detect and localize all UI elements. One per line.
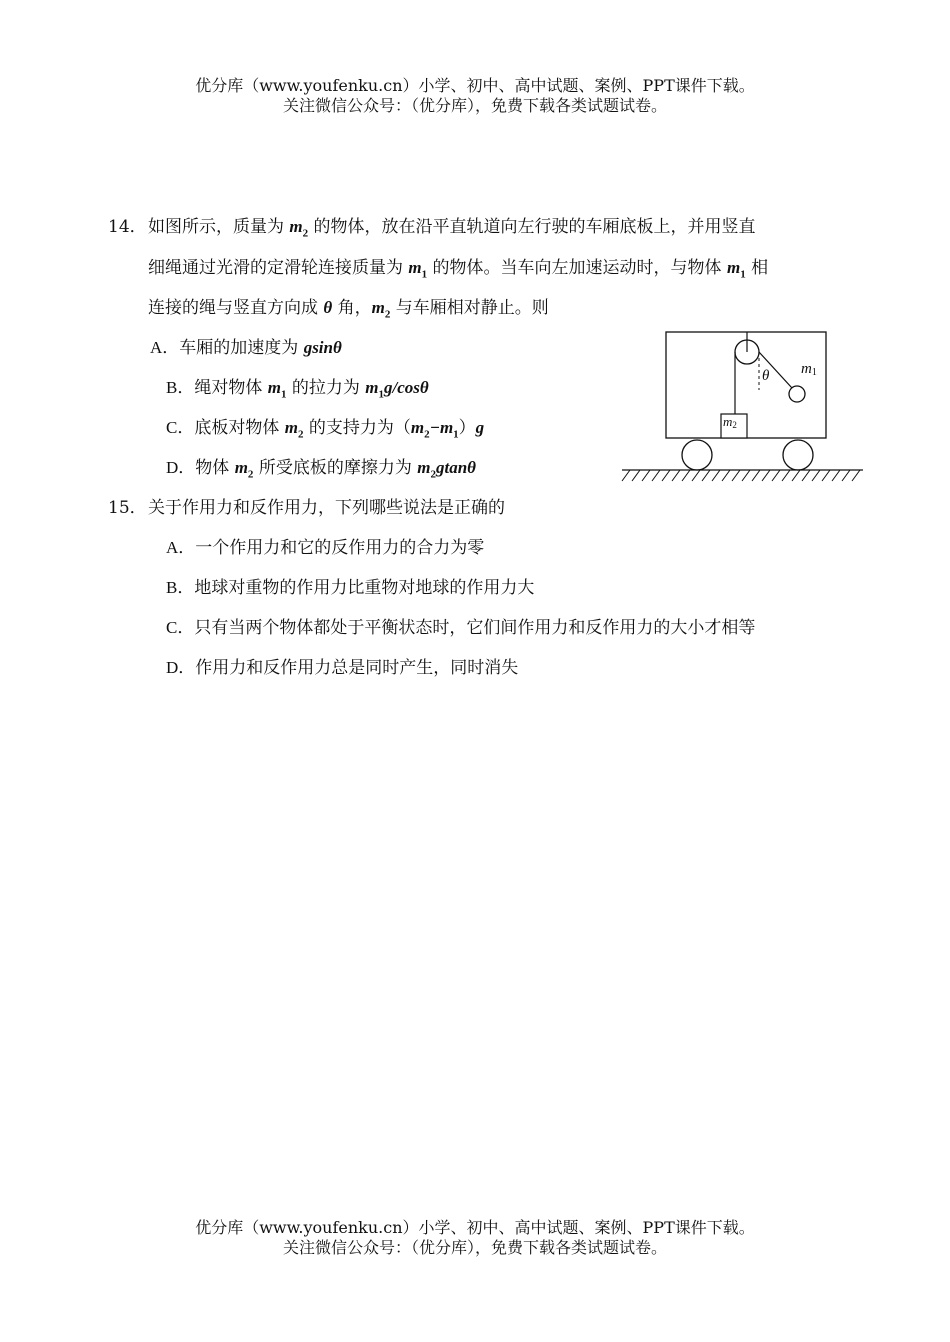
right-wheel xyxy=(783,440,813,470)
question-15-number: 15． xyxy=(108,498,147,518)
rail-car-diagram xyxy=(620,328,865,490)
header-banner xyxy=(0,76,950,116)
footer-banner xyxy=(0,1218,950,1258)
question-14-option-c: C．底板对物体 $m_2$ 的支持力为$(m_2-m_1)g$ xyxy=(166,418,485,441)
banner-line-1: 优分库（www.youfenku.cn）小学、初中、高中试题、案例、PPT课件下载。 xyxy=(195,76,755,95)
question-15-option-b: B．地球对重物的作用力比重物对地球的作用力大 xyxy=(166,578,535,598)
question-14-option-a: A．车厢的加速度为 gsinθ xyxy=(150,338,342,358)
question-15-stem: 关于作用力和反作用力，下列哪些说法是正确的 xyxy=(148,498,505,518)
question-14-line-3: 连接的绳与竖直方向成 θ 角，$m_2$ 与车厢相对静止。则 xyxy=(148,298,549,321)
question-14-number: 14． xyxy=(108,217,147,237)
question-15-option-d: D．作用力和反作用力总是同时产生，同时消失 xyxy=(166,658,519,678)
question-15-option-a: A．一个作用力和它的反作用力的合力为零 xyxy=(166,538,485,558)
mass-m1 xyxy=(789,386,805,402)
ground-hatching xyxy=(622,470,860,481)
theta-label: θ xyxy=(762,368,770,384)
question-14-option-d: D．物体 $m_2$ 所受底板的摩擦力为 $m_2gtan\theta$ xyxy=(166,458,476,481)
footer-line-1: 优分库（www.youfenku.cn）小学、初中、高中试题、案例、PPT课件下载。 xyxy=(195,1218,755,1237)
left-wheel xyxy=(682,440,712,470)
question-14-line-1: 如图所示，质量为 $m_2$ 的物体，放在沿平直轨道向左行驶的车厢底板上，并用竖直 xyxy=(148,217,756,240)
m2-label: m2 xyxy=(723,414,737,430)
m1-label: m1 xyxy=(801,361,817,378)
question-15-option-c: C．只有当两个物体都处于平衡状态时，它们间作用力和反作用力的大小才相等 xyxy=(166,618,756,638)
question-14-option-b: B．绳对物体 $m_1$ 的拉力为 $m_1g$/cosθ xyxy=(166,378,429,401)
banner-line-2: 关注微信公众号：（优分库），免费下载各类试题试卷。 xyxy=(282,96,667,115)
question-14-line-2: 细绳通过光滑的定滑轮连接质量为 $m_1$ 的物体。当车向左加速运动时，与物体 $m_1$ 相 xyxy=(148,258,769,281)
footer-line-2: 关注微信公众号：（优分库），免费下载各类试题试卷。 xyxy=(282,1238,667,1257)
